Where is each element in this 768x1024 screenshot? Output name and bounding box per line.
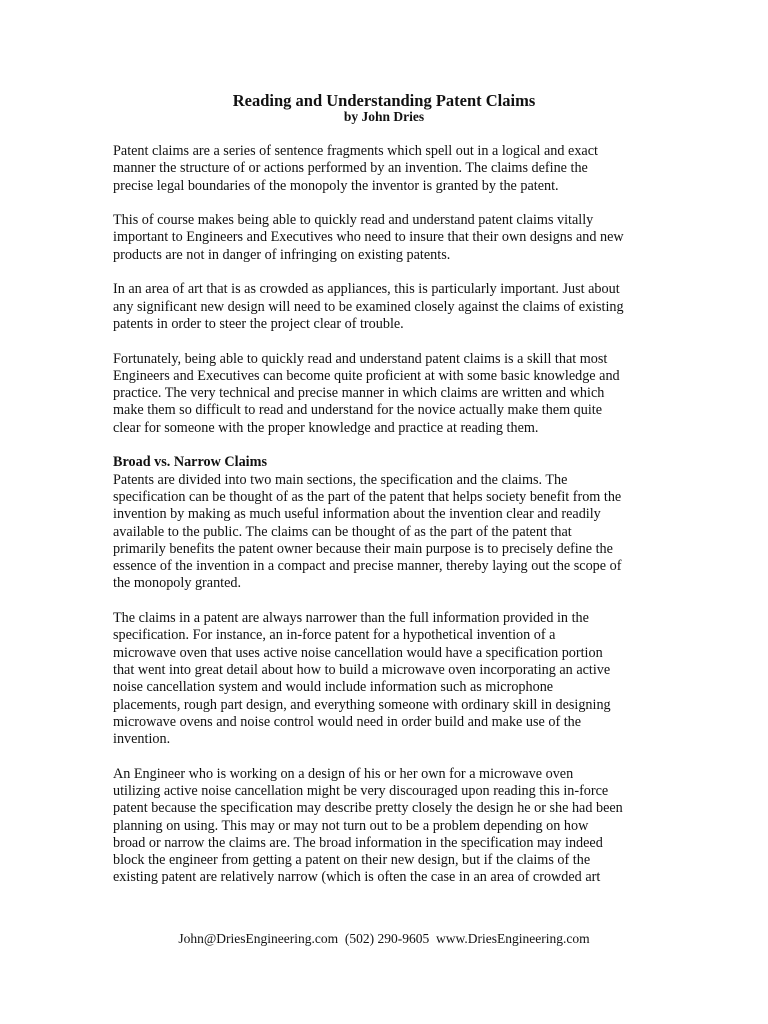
text-line: make them so difficult to read and understand for the novice actually make them quite — [113, 402, 603, 419]
document-byline: by John Dries — [343, 109, 425, 124]
paragraph — [113, 143, 661, 195]
text-line: available to the public. The claims can be thought of as the part of the patent that — [113, 523, 572, 540]
text-line: block the engineer from getting a patent on their new design, but if the claims of the — [113, 852, 591, 869]
text-line: utilizing active noise cancellation might be very discouraged upon reading this in-force — [113, 782, 609, 799]
text-line: precise legal boundaries of the monopoly the inventor is granted by the patent. — [113, 177, 559, 194]
section-heading: Broad vs. Narrow Claims — [113, 454, 267, 471]
text-line: Patents are divided into two main sections, the specification and the claims. The — [113, 471, 568, 488]
footer-separator — [338, 931, 345, 946]
text-line: planning on using. This may or may not turn out to be a problem depending on how — [113, 817, 589, 834]
text-line: existing patent are relatively narrow (which is often the case in an area of crowded art — [113, 869, 601, 886]
text-line: placements, rough part design, and everything someone with ordinary skill in designing — [113, 696, 611, 713]
text-line: Engineers and Executives can become quite proficient at with some basic knowledge and — [113, 367, 620, 384]
paragraph — [113, 610, 661, 748]
text-line: patent because the specification may describe pretty closely the design he or she had been — [113, 800, 623, 817]
text-line: An Engineer who is working on a design of his or her own for a microwave oven — [113, 765, 574, 782]
text-line: practice. The very technical and precise manner in which claims are written and which — [113, 385, 605, 402]
text-line: patents in order to steer the project clear of trouble. — [113, 315, 404, 332]
paragraph — [113, 351, 661, 437]
text-line: important to Engineers and Executives who need to insure that their own designs and new — [113, 229, 624, 246]
text-line: that went into great detail about how to build a microwave oven incorporating an active — [113, 661, 611, 678]
document-title: Reading and Understanding Patent Claims — [232, 91, 536, 110]
footer-email: John@DriesEngineering.com — [178, 931, 339, 946]
text-line: noise cancellation system and would include information such as microphone — [113, 679, 554, 696]
text-line: invention. — [113, 731, 171, 748]
text-line: manner the structure of or actions performed by an invention. The claims define the — [113, 160, 588, 177]
paragraph — [113, 766, 661, 887]
text-line: essence of the invention in a compact and precise manner, thereby laying out the scope of — [113, 558, 622, 575]
page-footer — [0, 931, 768, 947]
text-line: This of course makes being able to quickly read and understand patent claims vitally — [113, 212, 594, 229]
text-line: products are not in danger of infringing on existing patents. — [113, 246, 451, 263]
text-line: any significant new design will need to be examined closely against the claims of existing — [113, 298, 624, 315]
text-line: specification can be thought of as the part of the patent that helps society benefit from the — [113, 488, 622, 505]
text-line: Patent claims are a series of sentence fragments which spell out in a logical and exact — [113, 143, 598, 159]
document-body — [113, 143, 661, 904]
paragraph — [113, 281, 661, 333]
text-line: primarily benefits the patent owner because their main purpose is to precisely define the — [113, 540, 613, 557]
footer-website: www.DriesEngineering.com — [436, 931, 590, 946]
text-line: broad or narrow the claims are. The broad information in the specification may indeed — [113, 834, 603, 851]
text-line: invention by making as much useful information about the invention clear and readily — [113, 506, 601, 523]
text-line: microwave ovens and noise control would need in order build and make use of the — [113, 713, 582, 730]
footer-phone: (502) 290-9605 — [344, 931, 430, 946]
text-line: specification. For instance, an in-force patent for a hypothetical invention of a — [113, 627, 556, 644]
text-line: In an area of art that is as crowded as appliances, this is particularly important. Just about — [113, 281, 620, 298]
text-line: clear for someone with the proper knowledge and practice at reading them. — [113, 419, 539, 436]
text-line: microwave oven that uses active noise cancellation would have a specification portion — [113, 644, 603, 661]
text-line: The claims in a patent are always narrower than the full information provided in the — [113, 610, 589, 627]
paragraph — [113, 212, 661, 264]
text-line: Fortunately, being able to quickly read and understand patent claims is a skill that most — [113, 350, 608, 367]
text-line: the monopoly granted. — [113, 575, 242, 592]
section-broad-vs-narrow — [113, 454, 661, 592]
